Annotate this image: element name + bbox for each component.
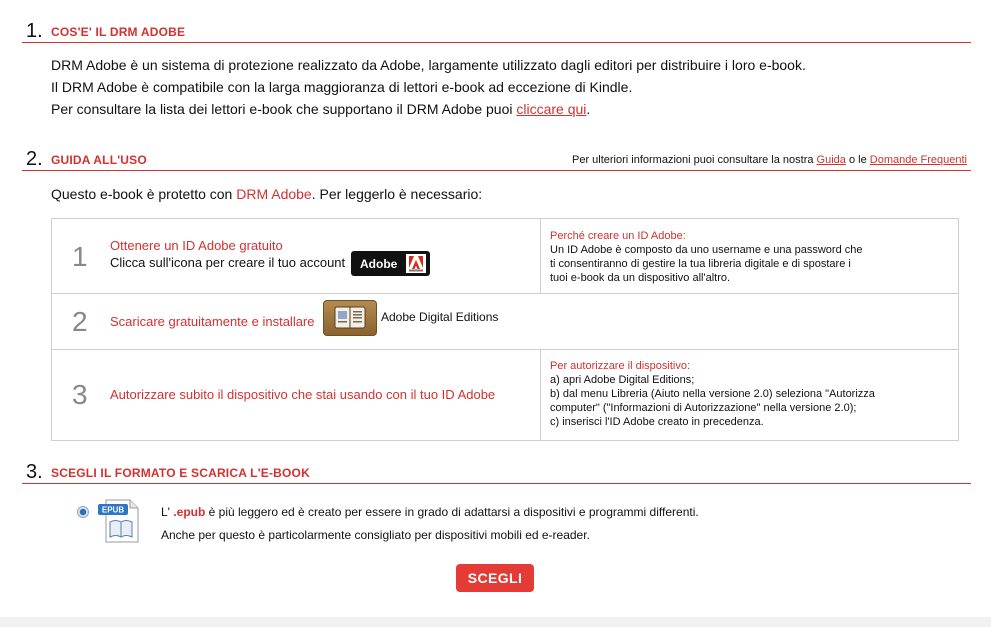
adobe-digital-editions-icon[interactable] xyxy=(323,300,377,336)
help-links-prefix: Per ulteriori informazioni puoi consultare la nostra xyxy=(571,154,817,166)
section-1-body xyxy=(51,54,806,120)
step-title: Ottenere un ID Adobe gratuito xyxy=(110,238,283,253)
adobe-digital-editions-label: Adobe Digital Editions xyxy=(381,310,499,324)
adobe-button-label: Adobe xyxy=(360,256,398,271)
section-1-title: COS'E' IL DRM ADOBE xyxy=(51,25,186,39)
note-line: b) dal menu Libreria (Aiuto nella versione 2.0) seleziona "Autorizza xyxy=(550,388,875,400)
note-title: Perché creare un ID Adobe: xyxy=(550,230,686,242)
help-links xyxy=(572,154,967,166)
intro-highlight: DRM Adobe xyxy=(236,186,312,202)
section-2-header xyxy=(22,147,971,171)
section-1-header xyxy=(22,19,971,43)
intro-suffix: . Per leggerlo è necessario: xyxy=(311,186,483,202)
step-3-note xyxy=(550,359,875,429)
faq-link[interactable]: Domande Frequenti xyxy=(869,154,967,166)
step-row-3 xyxy=(52,350,958,440)
step-2-text xyxy=(110,313,315,330)
epub-description-1 xyxy=(161,504,699,520)
drm-description-line-3 xyxy=(51,98,806,120)
drm-description-line-2: Il DRM Adobe è compatibile con la larga maggioranza di lettori e-book ad eccezione di Kindle. xyxy=(51,79,633,95)
note-line: a) apri Adobe Digital Editions; xyxy=(550,374,695,386)
note-title: Per autorizzare il dispositivo: xyxy=(550,360,691,372)
section-2-number: 2. xyxy=(26,148,43,170)
step-title: Scaricare gratuitamente e installare xyxy=(110,314,315,329)
step-subtitle: Clicca sull'icona per creare il tuo account xyxy=(110,255,346,270)
note-line: tuoi e-book da un dispositivo all'altro. xyxy=(550,272,731,284)
section-2-intro xyxy=(51,183,482,205)
step-number: 3 xyxy=(72,379,88,410)
step-row-2 xyxy=(52,294,958,350)
readers-list-prefix: Per consultare la lista dei lettori e-book che supportano il DRM Adobe puoi xyxy=(51,101,517,117)
epub-format-radio[interactable] xyxy=(77,506,89,518)
epub-description-2: Anche per questo è particolarmente consigliato per dispositivi mobili ed e-reader. xyxy=(161,528,590,542)
epub-desc-suffix: è più leggero ed è creato per essere in grado di adattarsi a dispositivi e programmi differenti. xyxy=(205,505,699,519)
epub-icon-label: EPUB xyxy=(101,505,125,515)
choose-format-button[interactable]: SCEGLI xyxy=(456,564,534,592)
section-1-number: 1. xyxy=(26,20,43,42)
steps-table xyxy=(51,218,959,441)
step-row-1 xyxy=(52,219,958,294)
step-number: 1 xyxy=(72,241,88,272)
guide-link[interactable]: Guida xyxy=(816,154,846,166)
epub-format-name: .epub xyxy=(173,505,206,519)
readers-list-link[interactable]: cliccare qui xyxy=(516,101,587,117)
help-links-middle: o le xyxy=(845,154,870,166)
column-divider xyxy=(540,350,541,440)
step-3-text xyxy=(110,386,495,403)
footer-strip xyxy=(0,617,991,627)
section-3-header xyxy=(22,460,971,484)
step-1-note xyxy=(550,229,862,285)
step-1-text xyxy=(110,237,345,271)
drm-description-line-1: DRM Adobe è un sistema di protezione realizzato da Adobe, largamente utilizzato dagli editori per distribuire i loro e-book. xyxy=(51,57,806,73)
intro-prefix: Questo e-book è protetto con xyxy=(51,186,237,202)
step-title: Autorizzare subito il dispositivo che stai usando con il tuo ID Adobe xyxy=(110,387,496,402)
readers-list-suffix: . xyxy=(586,101,591,117)
column-divider xyxy=(540,219,541,294)
note-line: ti consentiranno di gestire la tua libreria digitale e di spostare i xyxy=(550,258,851,270)
note-line: c) inserisci l'ID Adobe creato in precedenza. xyxy=(550,416,764,428)
section-3-number: 3. xyxy=(26,461,43,483)
note-line: Un ID Adobe è composto da uno username e una password che xyxy=(550,244,863,256)
step-number: 2 xyxy=(72,306,88,337)
create-adobe-id-button[interactable] xyxy=(351,251,430,276)
section-3-title: SCEGLI IL FORMATO E SCARICA L'E-BOOK xyxy=(51,466,310,480)
section-2-title: GUIDA ALL'USO xyxy=(51,153,147,167)
epub-file-icon xyxy=(96,498,140,544)
adobe-logo-icon xyxy=(406,254,426,273)
epub-desc-prefix: L' xyxy=(161,505,174,519)
note-line: computer" ("Informazioni di Autorizzazione" nella versione 2.0); xyxy=(550,402,857,414)
